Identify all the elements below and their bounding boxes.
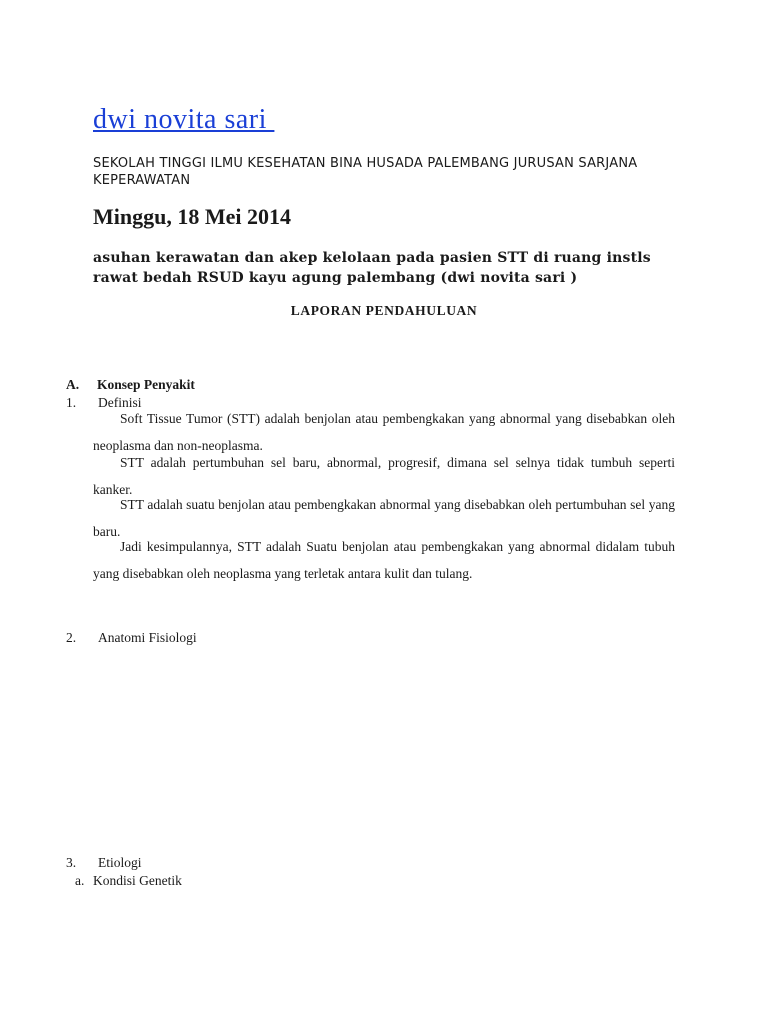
definisi-paragraph: STT adalah suatu benjolan atau pembengkakan abnormal yang disebabkan oleh pertumbuhan sel yang baru. <box>93 497 675 539</box>
item-3a-heading <box>75 873 182 889</box>
definisi-paragraph: Soft Tissue Tumor (STT) adalah benjolan atau pembengkakan yang abnormal yang disebabkan oleh neoplasma dan non-neoplasma. <box>93 411 675 453</box>
item-3-marker: 3. <box>66 855 77 870</box>
section-a-heading <box>66 377 195 393</box>
item-2-label: Anatomi Fisiologi <box>98 630 197 645</box>
item-1-label: Definisi <box>98 395 142 410</box>
section-a-marker: A. <box>66 377 80 392</box>
item-3a-marker: a. <box>75 873 85 888</box>
post-title: asuhan kerawatan dan akep kelolaan pada pasien STT di ruang instls rawat bedah RSUD kayu agung palembang (dwi novita sari ) <box>93 250 651 286</box>
report-heading: LAPORAN PENDAHULUAN <box>290 303 478 318</box>
item-2-marker: 2. <box>66 630 77 645</box>
item-3-heading <box>66 855 142 871</box>
definisi-paragraph: STT adalah pertumbuhan sel baru, abnormal, progresif, dimana sel selnya tidak tumbuh seperti kanker. <box>93 455 675 497</box>
section-a-label: Konsep Penyakit <box>97 377 195 392</box>
item-1-marker: 1. <box>66 395 77 410</box>
post-date: Minggu, 18 Mei 2014 <box>93 204 291 229</box>
item-3a-label: Kondisi Genetik <box>93 873 182 888</box>
item-2-heading <box>66 630 197 646</box>
item-3-label: Etiologi <box>98 855 142 870</box>
blog-title-link[interactable]: dwi novita sari <box>93 104 275 135</box>
definisi-paragraph: Jadi kesimpulannya, STT adalah Suatu benjolan atau pembengkakan yang abnormal didalam tubuh yang disebabkan oleh neoplasma yang terletak antara kulit dan tulang. <box>93 539 675 581</box>
blog-description: SEKOLAH TINGGI ILMU KESEHATAN BINA HUSADA PALEMBANG JURUSAN SARJANA KEPERAWATAN <box>93 156 638 188</box>
